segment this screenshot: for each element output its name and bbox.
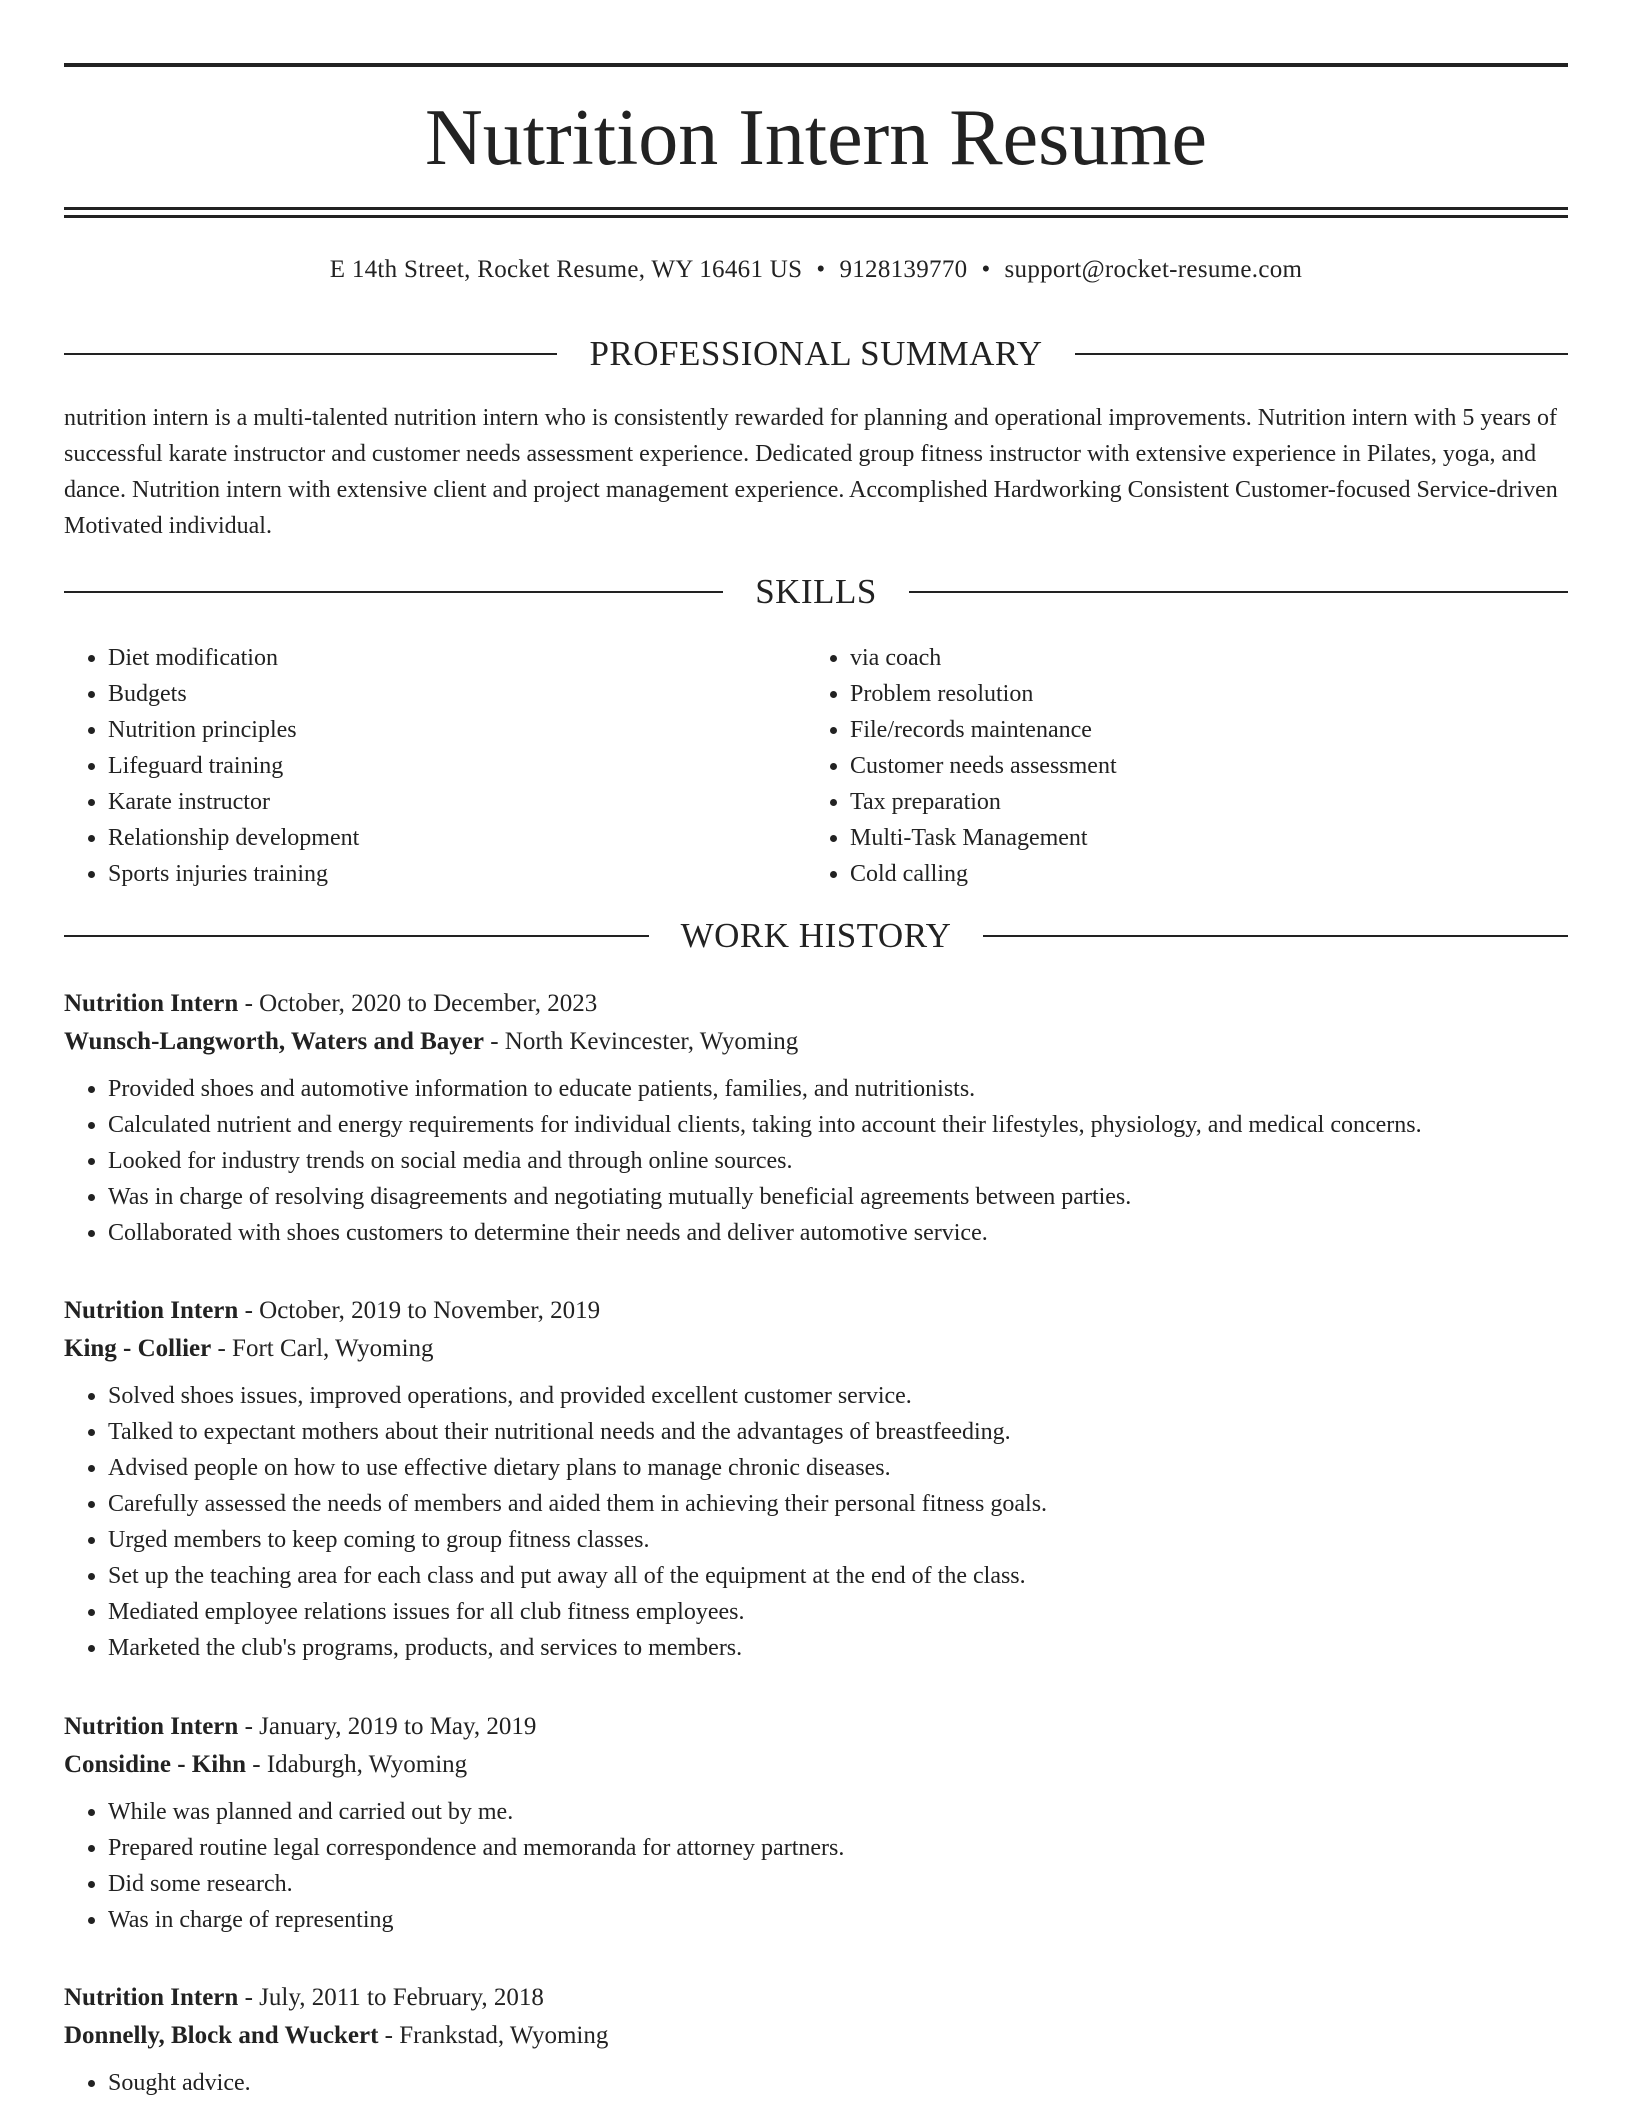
skill-item: • Nutrition principles (108, 712, 806, 748)
job-bullet: • Prepared routine legal correspondence and memoranda for attorney partners. (108, 1830, 1568, 1866)
job-bullet: • Did some research. (108, 1866, 1568, 1902)
job-company: Donnelly, Block and Wuckert (64, 2022, 379, 2049)
contact-address: E 14th Street, Rocket Resume, WY 16461 US (329, 256, 803, 283)
skill-item: • via coach (850, 640, 1548, 676)
summary-heading-label: PROFESSIONAL SUMMARY (589, 334, 1043, 373)
job-dates: - October, 2019 to November, 2019 (238, 1297, 601, 1324)
heading-rule-right (1075, 353, 1568, 355)
job-bullet: • Solved shoes issues, improved operations, and provided excellent customer service. (108, 1378, 1568, 1414)
job-company-line (64, 1330, 1568, 1368)
job-bullet: • Was in charge of representing (108, 1902, 1568, 1938)
job-company-line (64, 1746, 1568, 1784)
job-entry (64, 1708, 1568, 1938)
skills-column-right (806, 640, 1548, 892)
job-location: - Idaburgh, Wyoming (246, 1751, 468, 1778)
job-bullet: • Mediated employee relations issues for all club fitness employees. (108, 1594, 1568, 1630)
job-company-line (64, 2017, 1568, 2055)
job-bullet: • While was planned and carried out by me. (108, 1794, 1568, 1830)
job-dates: - January, 2019 to May, 2019 (238, 1713, 537, 1740)
job-title-line (64, 1708, 1568, 1746)
skill-item: • Diet modification (108, 640, 806, 676)
skills-list (64, 640, 1568, 892)
skill-item: • Tax preparation (850, 784, 1548, 820)
skill-item: • Cold calling (850, 856, 1548, 892)
job-dates: - July, 2011 to February, 2018 (238, 1984, 544, 2011)
skill-item: • Customer needs assessment (850, 748, 1548, 784)
job-role: Nutrition Intern (64, 1297, 239, 1324)
heading-rule-left (64, 935, 649, 937)
contact-separator: • (981, 256, 991, 283)
contact-email: support@rocket-resume.com (1004, 256, 1303, 283)
job-bullets (64, 2065, 1568, 2101)
skills-heading-label: SKILLS (755, 572, 877, 611)
job-bullet: • Marketed the club's programs, products, and services to members. (108, 1630, 1568, 1666)
skill-item: • Multi-Task Management (850, 820, 1548, 856)
job-role: Nutrition Intern (64, 990, 239, 1017)
heading-rule-left (64, 353, 557, 355)
job-bullets (64, 1378, 1568, 1666)
title-double-rule (64, 207, 1568, 218)
job-company: Considine - Kihn (64, 1751, 247, 1778)
job-title-line (64, 1292, 1568, 1330)
job-location: - North Kevincester, Wyoming (483, 1028, 799, 1055)
work-history-section-heading (64, 916, 1568, 956)
job-company: King - Collier (64, 1335, 212, 1362)
work-history-heading-label: WORK HISTORY (680, 916, 952, 955)
heading-rule-right (983, 935, 1568, 937)
job-location: - Frankstad, Wyoming (378, 2022, 609, 2049)
job-bullets (64, 1794, 1568, 1938)
contact-separator: • (816, 256, 826, 283)
skill-item: • Karate instructor (108, 784, 806, 820)
job-bullet: • Looked for industry trends on social media and through online sources. (108, 1143, 1568, 1179)
heading-rule-left (64, 591, 723, 593)
job-role: Nutrition Intern (64, 1713, 239, 1740)
job-title-line (64, 985, 1568, 1023)
skill-item: • Sports injuries training (108, 856, 806, 892)
job-bullet: • Set up the teaching area for each class and put away all of the equipment at the end of the class. (108, 1558, 1568, 1594)
job-bullets (64, 1071, 1568, 1251)
job-entry (64, 985, 1568, 1251)
job-bullet: • Calculated nutrient and energy requirements for individual clients, taking into account their lifestyles, physiology, and medical concerns. (108, 1107, 1568, 1143)
contact-line (64, 252, 1568, 288)
skill-item: • Budgets (108, 676, 806, 712)
skill-item: • File/records maintenance (850, 712, 1548, 748)
job-bullet: • Talked to expectant mothers about their nutritional needs and the advantages of breastfeeding. (108, 1414, 1568, 1450)
job-entry (64, 1292, 1568, 1666)
skill-item: • Problem resolution (850, 676, 1548, 712)
job-role: Nutrition Intern (64, 1984, 239, 2011)
job-location: - Fort Carl, Wyoming (211, 1335, 434, 1362)
job-bullet: • Provided shoes and automotive information to educate patients, families, and nutritionists. (108, 1071, 1568, 1107)
job-title-line (64, 1979, 1568, 2017)
job-bullet: • Advised people on how to use effective dietary plans to manage chronic diseases. (108, 1450, 1568, 1486)
job-bullet: • Collaborated with shoes customers to determine their needs and deliver automotive service. (108, 1215, 1568, 1251)
skill-item: • Lifeguard training (108, 748, 806, 784)
job-bullet: • Was in charge of resolving disagreements and negotiating mutually beneficial agreements between parties. (108, 1179, 1568, 1215)
job-bullet: • Carefully assessed the needs of members and aided them in achieving their personal fitness goals. (108, 1486, 1568, 1522)
job-company: Wunsch-Langworth, Waters and Bayer (64, 1028, 484, 1055)
contact-phone: 9128139770 (839, 256, 968, 283)
job-bullet: • Sought advice. (108, 2065, 1568, 2101)
skills-section-heading (64, 572, 1568, 612)
job-dates: - October, 2020 to December, 2023 (238, 990, 598, 1017)
summary-section-heading (64, 334, 1568, 374)
skills-column-left (64, 640, 806, 892)
heading-rule-right (909, 591, 1568, 593)
page-title: Nutrition Intern Resume (424, 94, 1208, 182)
skill-item: • Relationship development (108, 820, 806, 856)
professional-summary-text: nutrition intern is a multi-talented nutrition intern who is consistently rewarded for planning and operational improvements. Nutrition intern with 5 years of successful karate instructor and customer needs assessment experience. Dedicated group fitness instructor with extensive experience in Pilates, yoga, and dance. Nutrition intern with extensive client and project management experience. Accomplished Hardworking Consistent Customer-focused Service-driven Motivated individual. (64, 405, 1558, 539)
job-entry (64, 1979, 1568, 2101)
job-bullet: • Urged members to keep coming to group fitness classes. (108, 1522, 1568, 1558)
top-rule (64, 63, 1568, 67)
job-company-line (64, 1023, 1568, 1061)
